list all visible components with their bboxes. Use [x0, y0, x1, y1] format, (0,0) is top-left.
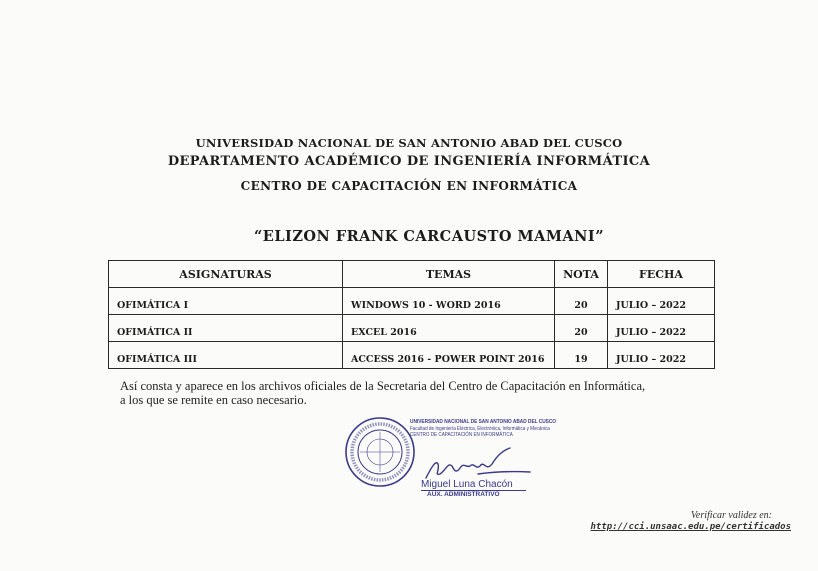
- stamp-text-block: [410, 419, 556, 439]
- verification-link[interactable]: http://cci.unsaac.edu.pe/certificados: [590, 522, 791, 532]
- subject-cell: OFIMÁTICA II: [109, 315, 343, 342]
- stamp-line-3: CENTRO DE CAPACITACIÓN EN INFORMÁTICA: [410, 432, 513, 438]
- column-header-grade: NOTA: [555, 261, 608, 288]
- student-name: “ELIZON FRANK CARCAUSTO MAMANI”: [253, 228, 605, 245]
- certification-note-line-1: Así consta y aparece en los archivos oficiales de la Secretaria del Centro de Capacitación en Informática,: [120, 379, 646, 393]
- topics-cell: WINDOWS 10 - WORD 2016: [343, 288, 555, 315]
- date-cell: JULIO – 2022: [608, 315, 715, 342]
- grade-cell: 19: [555, 342, 608, 369]
- university-seal: [344, 416, 416, 488]
- signatory-name: Miguel Luna Chacón: [421, 479, 513, 490]
- stamp-line-1: UNIVERSIDAD NACIONAL DE SAN ANTONIO ABAD DEL CUSCO: [410, 419, 557, 425]
- table-header-row: [109, 261, 715, 288]
- table-row: [109, 315, 715, 342]
- date-cell: JULIO – 2022: [608, 288, 715, 315]
- verification-label: Verificar validez en:: [690, 510, 772, 521]
- column-header-topics: TEMAS: [343, 261, 555, 288]
- certification-note-line-2: a los que se remite en caso necesario.: [120, 393, 307, 407]
- table-row: [109, 342, 715, 369]
- topics-cell: EXCEL 2016: [343, 315, 555, 342]
- grade-cell: 20: [555, 288, 608, 315]
- grade-cell: 20: [555, 315, 608, 342]
- column-header-date: FECHA: [608, 261, 715, 288]
- university-name: UNIVERSIDAD NACIONAL DE SAN ANTONIO ABAD DEL CUSCO: [195, 136, 623, 150]
- table-row: [109, 288, 715, 315]
- stamp-line-2: Facultad de Ingeniería Eléctrica, Electrónica, Informática y Mecánica: [410, 425, 550, 432]
- center-name: CENTRO DE CAPACITACIÓN EN INFORMÁTICA: [240, 179, 578, 193]
- subject-cell: OFIMÁTICA III: [109, 342, 343, 369]
- certification-note: [120, 379, 645, 407]
- topics-cell: ACCESS 2016 - POWER POINT 2016: [343, 342, 555, 369]
- date-cell: JULIO – 2022: [608, 342, 715, 369]
- subject-cell: OFIMÁTICA I: [109, 288, 343, 315]
- department-name: DEPARTAMENTO ACADÉMICO DE INGENIERÍA INFORMÁTICA: [167, 154, 651, 169]
- grades-table: [108, 260, 715, 369]
- column-header-subjects: ASIGNATURAS: [109, 261, 343, 288]
- signatory-role: AUX. ADMINISTRATIVO: [427, 491, 500, 498]
